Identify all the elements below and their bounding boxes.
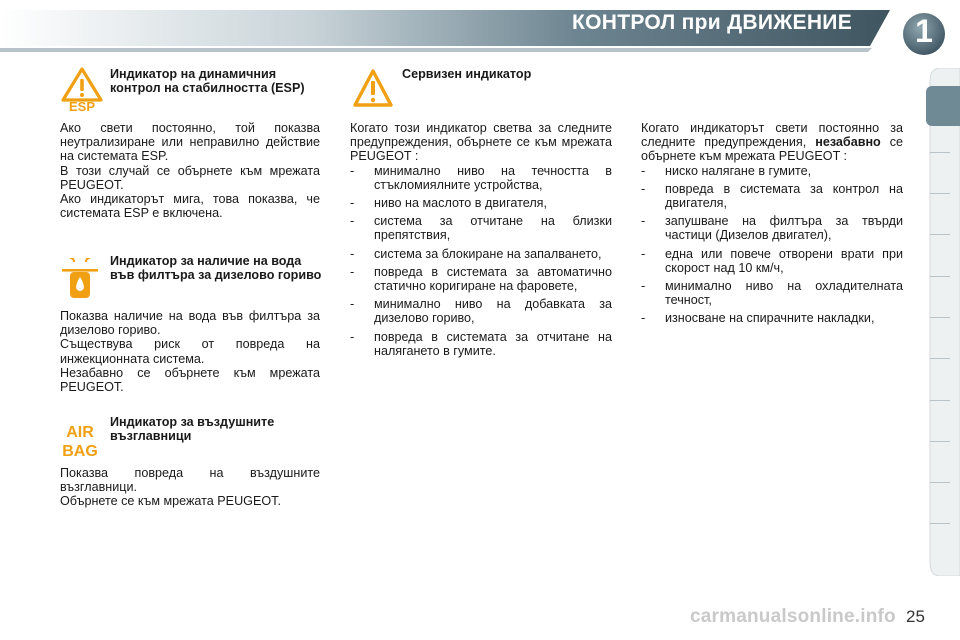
water-paragraph: Съществува риск от повреда на инжекционната система. (60, 337, 320, 366)
svg-text:AIR: AIR (66, 424, 94, 441)
esp-body (60, 121, 320, 220)
service-intro: Когато този индикатор светва за следните предупреждения, обърнете се към мрежата PEUGEOT : (350, 121, 612, 164)
intro-text: Когато индикаторът свети постоянно за следните предупреждения, (641, 121, 903, 150)
water-in-filter-body (60, 309, 320, 394)
water-in-fuel-filter-icon (60, 258, 100, 300)
page-title: КОНТРОЛ при ДВИЖЕНИЕ (572, 11, 852, 34)
page-number: 25 (906, 607, 925, 626)
tab-strip-background (926, 68, 960, 576)
tab-divider (930, 482, 950, 483)
service-constant-body (641, 121, 903, 330)
service-heading: Сервизен индикатор (402, 67, 532, 81)
list-item: - повреда в системата за автоматично статично коригиране на фаровете, (350, 265, 612, 293)
service-constant-intro (641, 121, 903, 164)
list-item: - повреда в системата за отчитане на налягането в гумите. (350, 330, 612, 358)
page-header (0, 0, 960, 52)
water-paragraph: Незабавно се обърнете към мрежата PEUGEOT. (60, 365, 320, 395)
list-item: - система за отчитане на близки препятствия, (350, 214, 612, 242)
intro-bold-text: незабавно (815, 135, 881, 150)
tab-divider (930, 523, 950, 524)
list-item: - минимално ниво на добавката за дизелово гориво, (350, 297, 612, 325)
esp-paragraph: В този случай се обърнете към мрежата PEUGEOT. (60, 163, 320, 192)
airbag-body (60, 466, 320, 509)
chapter-number: 1 (915, 13, 933, 49)
tab-divider (930, 193, 950, 194)
watermark: carmanualsonline.info (690, 606, 896, 627)
airbag-paragraph: Показва повреда на въздушните възглавници. (60, 466, 320, 495)
svg-text:BAG: BAG (62, 443, 98, 460)
tab-divider (930, 317, 950, 318)
list-item: - ниво на маслото в двигателя, (350, 196, 612, 210)
list-item: - повреда в системата за контрол на двигателя, (641, 182, 903, 210)
intro-text: се обърнете към мрежата PEUGEOT : (641, 135, 904, 164)
tab-divider (930, 441, 950, 442)
esp-warning-icon (60, 66, 104, 112)
airbag-paragraph: Обърнете се към мрежата PEUGEOT. (60, 494, 281, 509)
list-item: - минимално ниво на охладителната течност, (641, 279, 903, 307)
list-item: - една или повече отворени врати при скорост над 10 км/ч, (641, 247, 903, 275)
list-item: - минимално ниво на течността в стъкломиялните устройства, (350, 164, 612, 192)
tab-divider (930, 152, 950, 153)
list-item: - износване на спирачните накладки, (641, 311, 903, 325)
list-item: - ниско налягане в гумите, (641, 164, 903, 178)
service-warning-icon (352, 68, 394, 110)
water-in-filter-heading: Индикатор за наличие на вода във филтъра за дизелово гориво (110, 254, 322, 282)
tab-divider (930, 358, 950, 359)
svg-text:ESP: ESP (68, 99, 96, 112)
tab-divider (930, 234, 950, 235)
tab-divider (930, 276, 950, 277)
esp-paragraph: Ако свети постоянно, той показва неутрализиране или неправилно действие на системата ESP. (60, 121, 320, 164)
esp-heading: Индикатор на динамичния контрол на стабилността (ESP) (110, 67, 305, 95)
list-item: - система за блокиране на запалването, (350, 247, 612, 261)
esp-paragraph: Ако индикаторът мига, това показва, че системата ESP е включена. (60, 192, 320, 221)
tab-divider (930, 400, 950, 401)
airbag-icon (60, 420, 104, 460)
airbag-heading: Индикатор за въздушните възглавници (110, 415, 275, 443)
list-item: - запушване на филтъра за твърди частици (Дизелов двигател), (641, 214, 903, 242)
service-list (350, 164, 612, 358)
active-chapter-tab[interactable] (926, 86, 960, 126)
service-constant-list (641, 164, 903, 326)
water-paragraph: Показва наличие на вода във филтъра за дизелово гориво. (60, 309, 320, 338)
service-body (350, 121, 612, 362)
